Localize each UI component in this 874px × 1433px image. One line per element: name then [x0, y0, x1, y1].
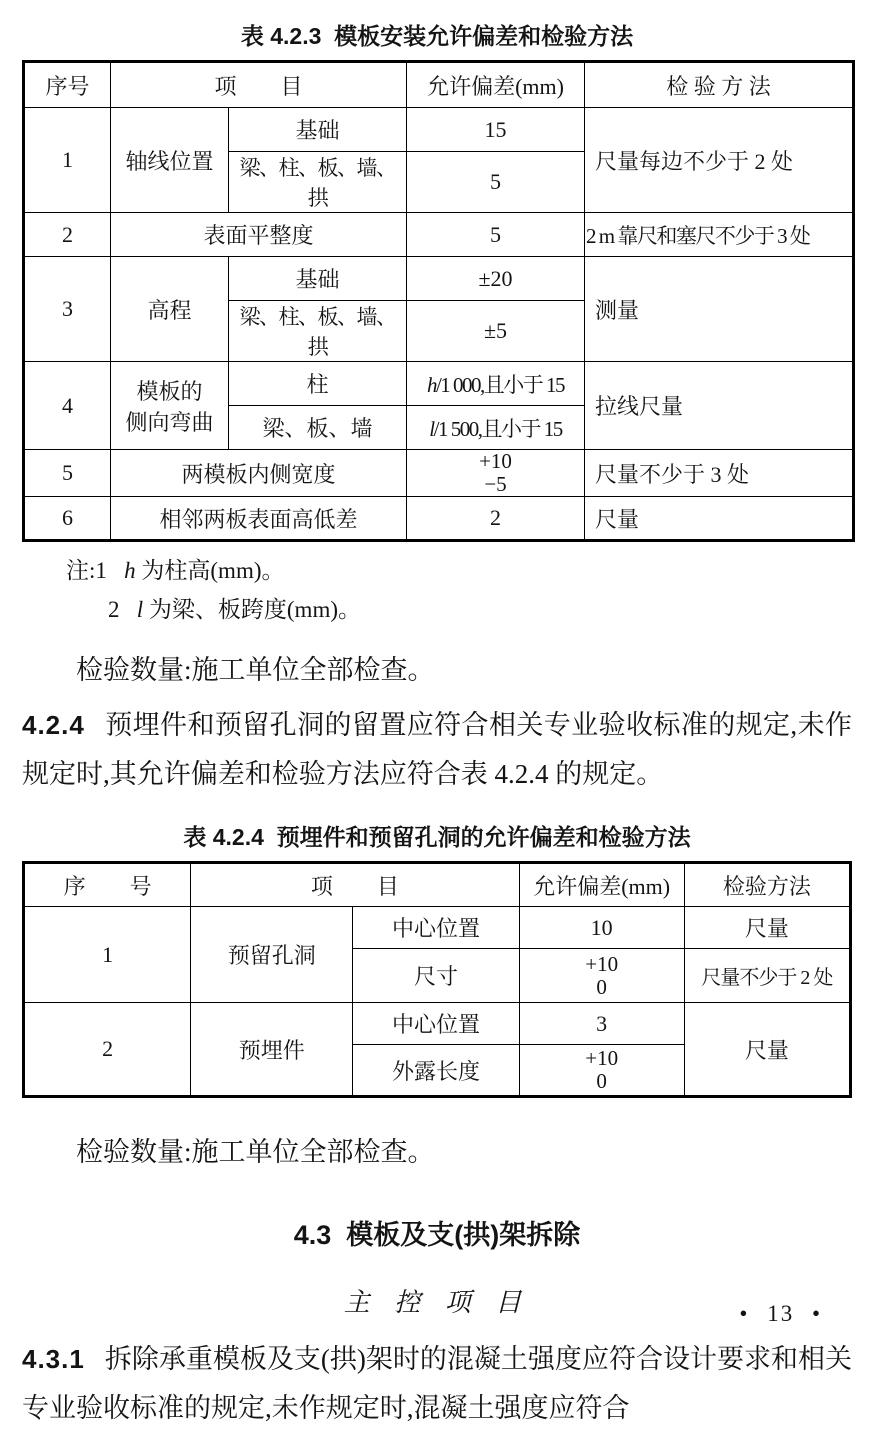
- t424-r1-dev-b-plus: +10: [585, 951, 619, 976]
- table-424: [22, 861, 852, 1098]
- t423-r3-sub-b: 梁、柱、板、墙、拱: [229, 301, 407, 362]
- t424-r1-method-a: 尺量: [684, 907, 850, 949]
- t424-header-method: 检验方法: [684, 863, 850, 907]
- table-423-note-2: [108, 594, 852, 626]
- t424-header-item: 项 目: [191, 863, 519, 907]
- t423-r1-method: 尺量每边不少于 2 处: [585, 108, 854, 213]
- variable-h: h: [426, 372, 436, 397]
- t423-r3-method: 测量: [585, 257, 854, 362]
- main-control-items-subheading: 主 控 项 目: [343, 1288, 531, 1317]
- variable-h: h: [124, 558, 136, 583]
- table-row: [24, 257, 854, 301]
- variable-l: l: [136, 597, 144, 622]
- t424-r1-seq: 1: [24, 907, 191, 1003]
- note-gap: [107, 558, 124, 583]
- t423-r6-seq: 6: [24, 497, 111, 541]
- t423-r4-method: 拉线尺量: [585, 362, 854, 450]
- t423-r2-item: 表面平整度: [111, 213, 407, 257]
- t423-header-seq: 序号: [24, 62, 111, 108]
- t424-r2-sub-a: 中心位置: [353, 1003, 519, 1045]
- t423-r5-seq: 5: [24, 450, 111, 497]
- t423-r4-dev-a: [407, 362, 585, 406]
- t424-r2-dev-b-plus: +10: [585, 1046, 619, 1070]
- section-431-text: 拆除承重模板及支(拱)架时的混凝土强度应符合设计要求和相关专业验收标准的规定,未作规定时,混凝土强度应符合: [22, 1344, 852, 1423]
- t423-r2-seq: 2: [24, 213, 111, 257]
- t423-r4-sub-b: 梁、板、墙: [229, 406, 407, 450]
- t423-r3-sub-a: 基础: [229, 257, 407, 301]
- note-label: 注:1: [66, 558, 107, 583]
- t423-r5-item: 两模板内侧宽度: [111, 450, 407, 497]
- t423-r6-item: 相邻两板表面高低差: [111, 497, 407, 541]
- section-431-paragraph: [22, 1335, 852, 1433]
- t423-r1-sub-a: 基础: [229, 108, 407, 152]
- t423-r3-dev-b: ±5: [407, 301, 585, 362]
- table-row: [24, 213, 854, 257]
- t423-r2-method: 2 m 靠尺和塞尺不少于 3 处: [585, 213, 854, 257]
- t424-r1-sub-a: 中心位置: [353, 907, 519, 949]
- note-number: 2: [108, 597, 120, 622]
- table-row: [24, 450, 854, 497]
- t424-r1-dev-a: 10: [519, 907, 684, 949]
- t424-r2-seq: 2: [24, 1003, 191, 1097]
- t423-header-method: 检 验 方 法: [585, 62, 854, 108]
- section-424-paragraph: [22, 701, 852, 799]
- t423-r5-dev: [407, 450, 585, 497]
- table-423-note-1: [66, 555, 852, 587]
- t423-r1-item: 轴线位置: [111, 108, 229, 213]
- t423-r1-sub-b: 梁、柱、板、墙、拱: [229, 152, 407, 213]
- t423-header-item: 项 目: [111, 62, 407, 108]
- section-43-heading: 4.3 模板及支(拱)架拆除: [293, 1220, 581, 1250]
- t423-r5-method: 尺量不少于 3 处: [585, 450, 854, 497]
- table-row: [24, 1003, 851, 1045]
- section-431-number: 4.3.1: [22, 1344, 85, 1374]
- table-row: [24, 62, 854, 108]
- t424-header-dev: 允许偏差(mm): [519, 863, 684, 907]
- inspection-quantity-paragraph-1: 检验数量:施工单位全部检查。: [76, 655, 435, 685]
- t423-r3-seq: 3: [24, 257, 111, 362]
- t424-header-seq: 序 号: [24, 863, 191, 907]
- table-row: [24, 497, 854, 541]
- t424-r1-sub-b: 尺寸: [353, 949, 519, 1003]
- t424-r2-dev-a: 3: [519, 1003, 684, 1045]
- t424-r1-dev-b-zero: 0: [596, 974, 607, 999]
- t423-r1-seq: 1: [24, 108, 111, 213]
- table-row: [24, 863, 851, 907]
- t423-r6-method: 尺量: [585, 497, 854, 541]
- t423-r4-item: [111, 362, 229, 450]
- table-row: [24, 362, 854, 406]
- t423-r4-dev-b: [407, 406, 585, 450]
- table-row: [24, 907, 851, 949]
- t423-r1-dev-b: 5: [407, 152, 585, 213]
- t423-r4-sub-a: 柱: [229, 362, 407, 406]
- t423-header-dev: 允许偏差(mm): [407, 62, 585, 108]
- inspection-quantity-paragraph-2: 检验数量:施工单位全部检查。: [76, 1137, 435, 1167]
- table-row: [24, 108, 854, 152]
- t423-r4-dev-a-rest: /1 000,且小于 15: [435, 372, 565, 397]
- variable-l: l: [429, 416, 434, 441]
- t423-r3-dev-a: ±20: [407, 257, 585, 301]
- t424-r2-item: 预埋件: [191, 1003, 353, 1097]
- table-424-caption: 表 4.2.4 预埋件和预留孔洞的允许偏差和检验方法: [183, 824, 691, 850]
- t423-r4-item-line1: 模板的: [136, 378, 203, 404]
- t424-r2-sub-b: 外露长度: [353, 1045, 519, 1097]
- t423-r1-dev-a: 15: [407, 108, 585, 152]
- t424-r1-method-b: 尺量不少于 2 处: [684, 949, 850, 1003]
- table-423: [22, 60, 855, 542]
- t423-r5-dev-plus: +10: [479, 449, 512, 473]
- t423-r4-seq: 4: [24, 362, 111, 450]
- t424-r2-method: 尺量: [684, 1003, 850, 1097]
- t424-r1-item: 预留孔洞: [191, 907, 353, 1003]
- table-423-caption: 表 4.2.3 模板安装允许偏差和检验方法: [240, 23, 634, 49]
- t424-r2-dev-b-zero: 0: [596, 1069, 607, 1093]
- t423-r5-dev-minus: −5: [484, 472, 507, 496]
- section-424-text: 预埋件和预留孔洞的留置应符合相关专业验收标准的规定,未作规定时,其允许偏差和检验方法应符合表 4.2.4 的规定。: [22, 710, 852, 789]
- t423-r4-item-line2: 侧向弯曲: [125, 409, 214, 435]
- t423-r4-dev-b-rest: /1 500,且小于 15: [433, 416, 562, 441]
- note-text: 为梁、板跨度(mm)。: [143, 597, 361, 622]
- note-gap: [120, 597, 137, 622]
- section-424-number: 4.2.4: [22, 710, 85, 740]
- page-number: • 13 •: [739, 1301, 822, 1326]
- t423-r3-item: 高程: [111, 257, 229, 362]
- t423-r6-dev: 2: [407, 497, 585, 541]
- note-text: 为柱高(mm)。: [135, 558, 285, 583]
- t424-r2-dev-b: [519, 1045, 684, 1097]
- t424-r1-dev-b: [519, 949, 684, 1003]
- t423-r2-dev: 5: [407, 213, 585, 257]
